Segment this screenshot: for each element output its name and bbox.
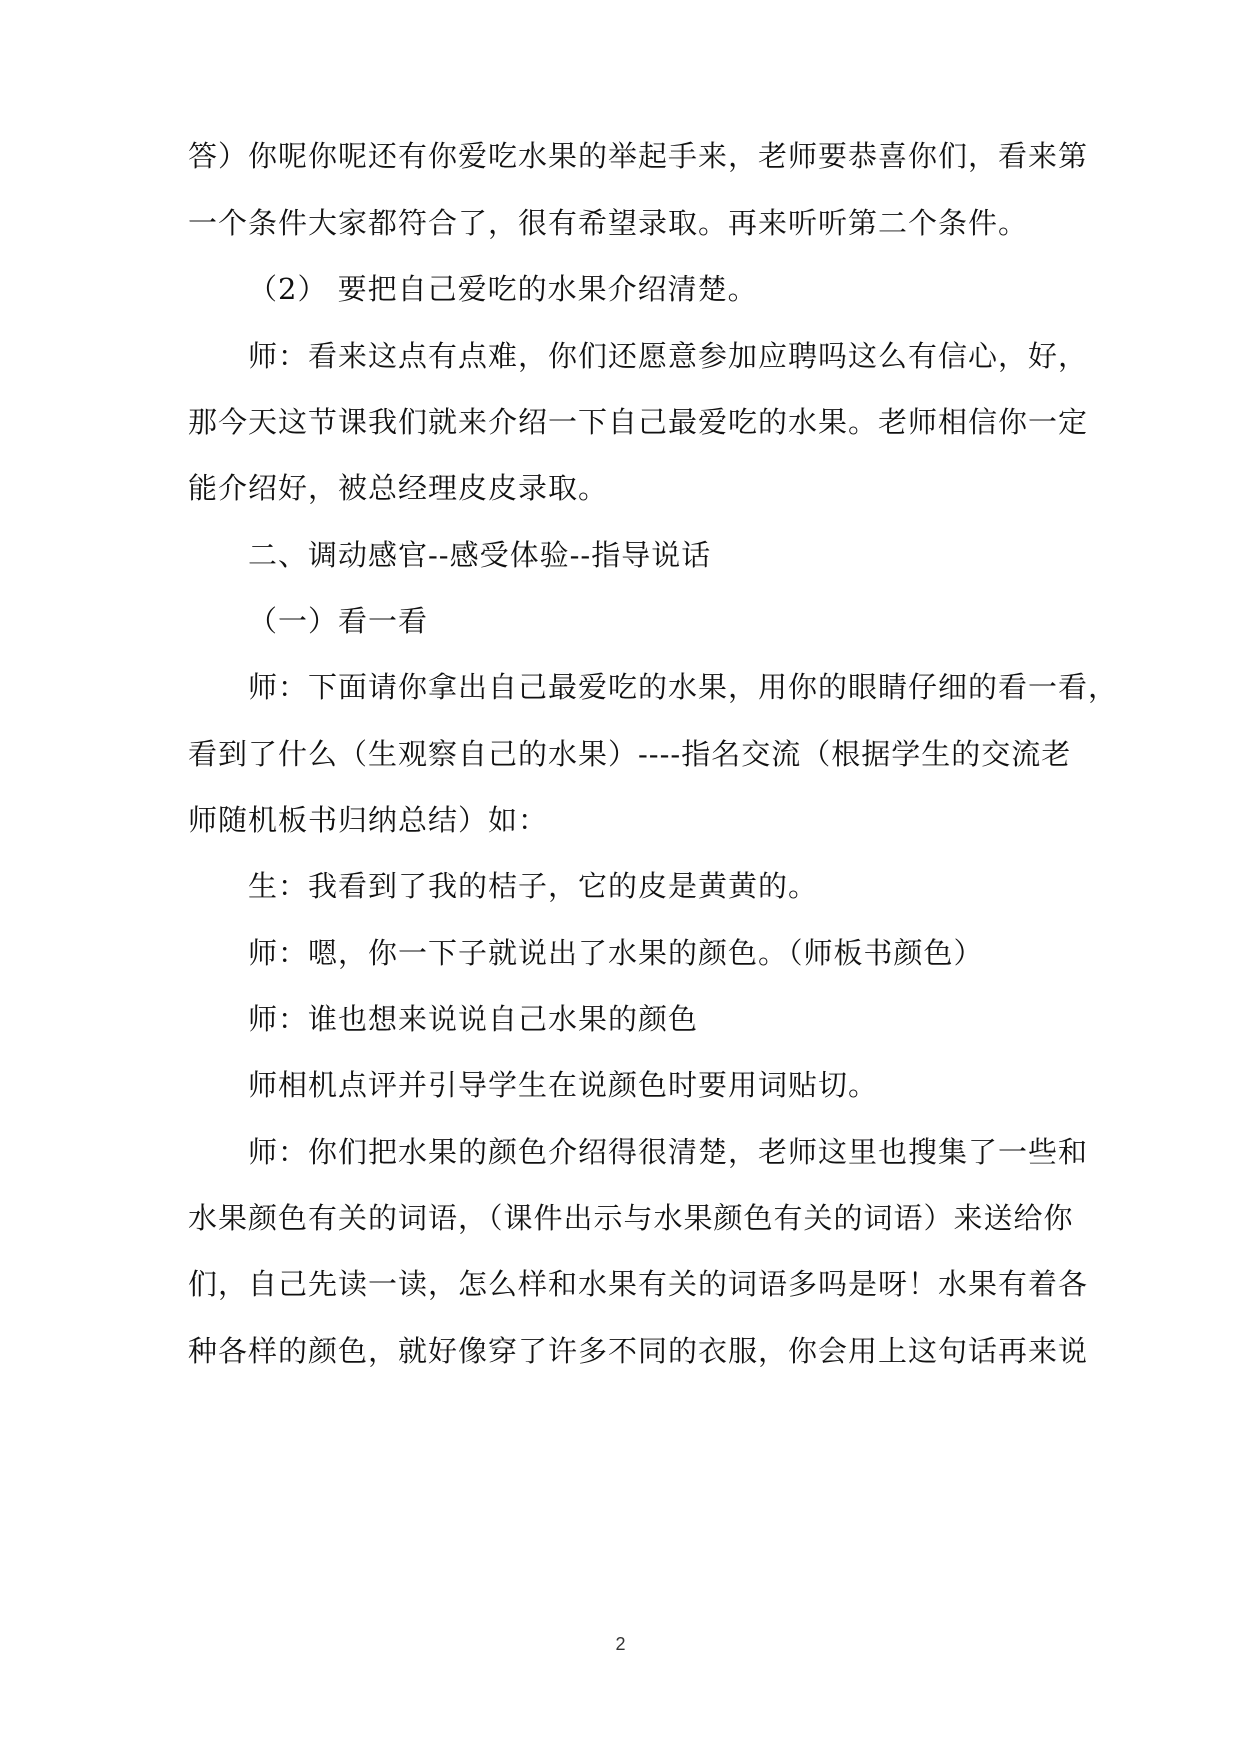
text-line: 师：谁也想来说说自己水果的颜色 — [248, 1002, 699, 1036]
text-line: 生：我看到了我的桔子，它的皮是黄黄的。 — [248, 869, 819, 903]
subsection-heading: （一）看一看 — [248, 604, 429, 638]
text-line: 种各样的颜色，就好像穿了许多不同的衣服，你会用上这句话再来说 — [188, 1334, 1089, 1368]
page-number: 2 — [615, 1634, 626, 1654]
section-heading: 二、调动感官--感受体验--指导说话 — [248, 538, 712, 572]
text-line: 水果颜色有关的词语，（课件出示与水果颜色有关的词语）来送给你 — [188, 1201, 1074, 1235]
text-line: 师随机板书归纳总结）如： — [188, 803, 549, 837]
text-line: 看到了什么（生观察自己的水果）----指名交流（根据学生的交流老 — [188, 737, 1072, 771]
text-line: 师：你们把水果的颜色介绍得很清楚，老师这里也搜集了一些和 — [248, 1135, 1089, 1169]
text-line: 那今天这节课我们就来介绍一下自己最爱吃的水果。老师相信你一定 — [188, 405, 1089, 439]
text-line: 师相机点评并引导学生在说颜色时要用词贴切。 — [248, 1068, 879, 1102]
text-line: 能介绍好，被总经理皮皮录取。 — [188, 471, 609, 505]
text-line: 们，自己先读一读，怎么样和水果有关的词语多吗是呀！水果有着各 — [188, 1267, 1089, 1301]
text-line: （2） 要把自己爱吃的水果介绍清楚。 — [248, 272, 758, 306]
text-line: 师：嗯，你一下子就说出了水果的颜色。（师板书颜色） — [248, 936, 984, 970]
text-line: 答）你呢你呢还有你爱吃水果的举起手来，老师要恭喜你们，看来第 — [188, 139, 1089, 173]
text-line: 师：下面请你拿出自己最爱吃的水果，用你的眼睛仔细的看一看， — [248, 670, 1119, 704]
text-line: 一个条件大家都符合了，很有希望录取。再来听听第二个条件。 — [188, 206, 1029, 240]
text-line: 师：看来这点有点难，你们还愿意参加应聘吗这么有信心，好， — [248, 339, 1089, 373]
